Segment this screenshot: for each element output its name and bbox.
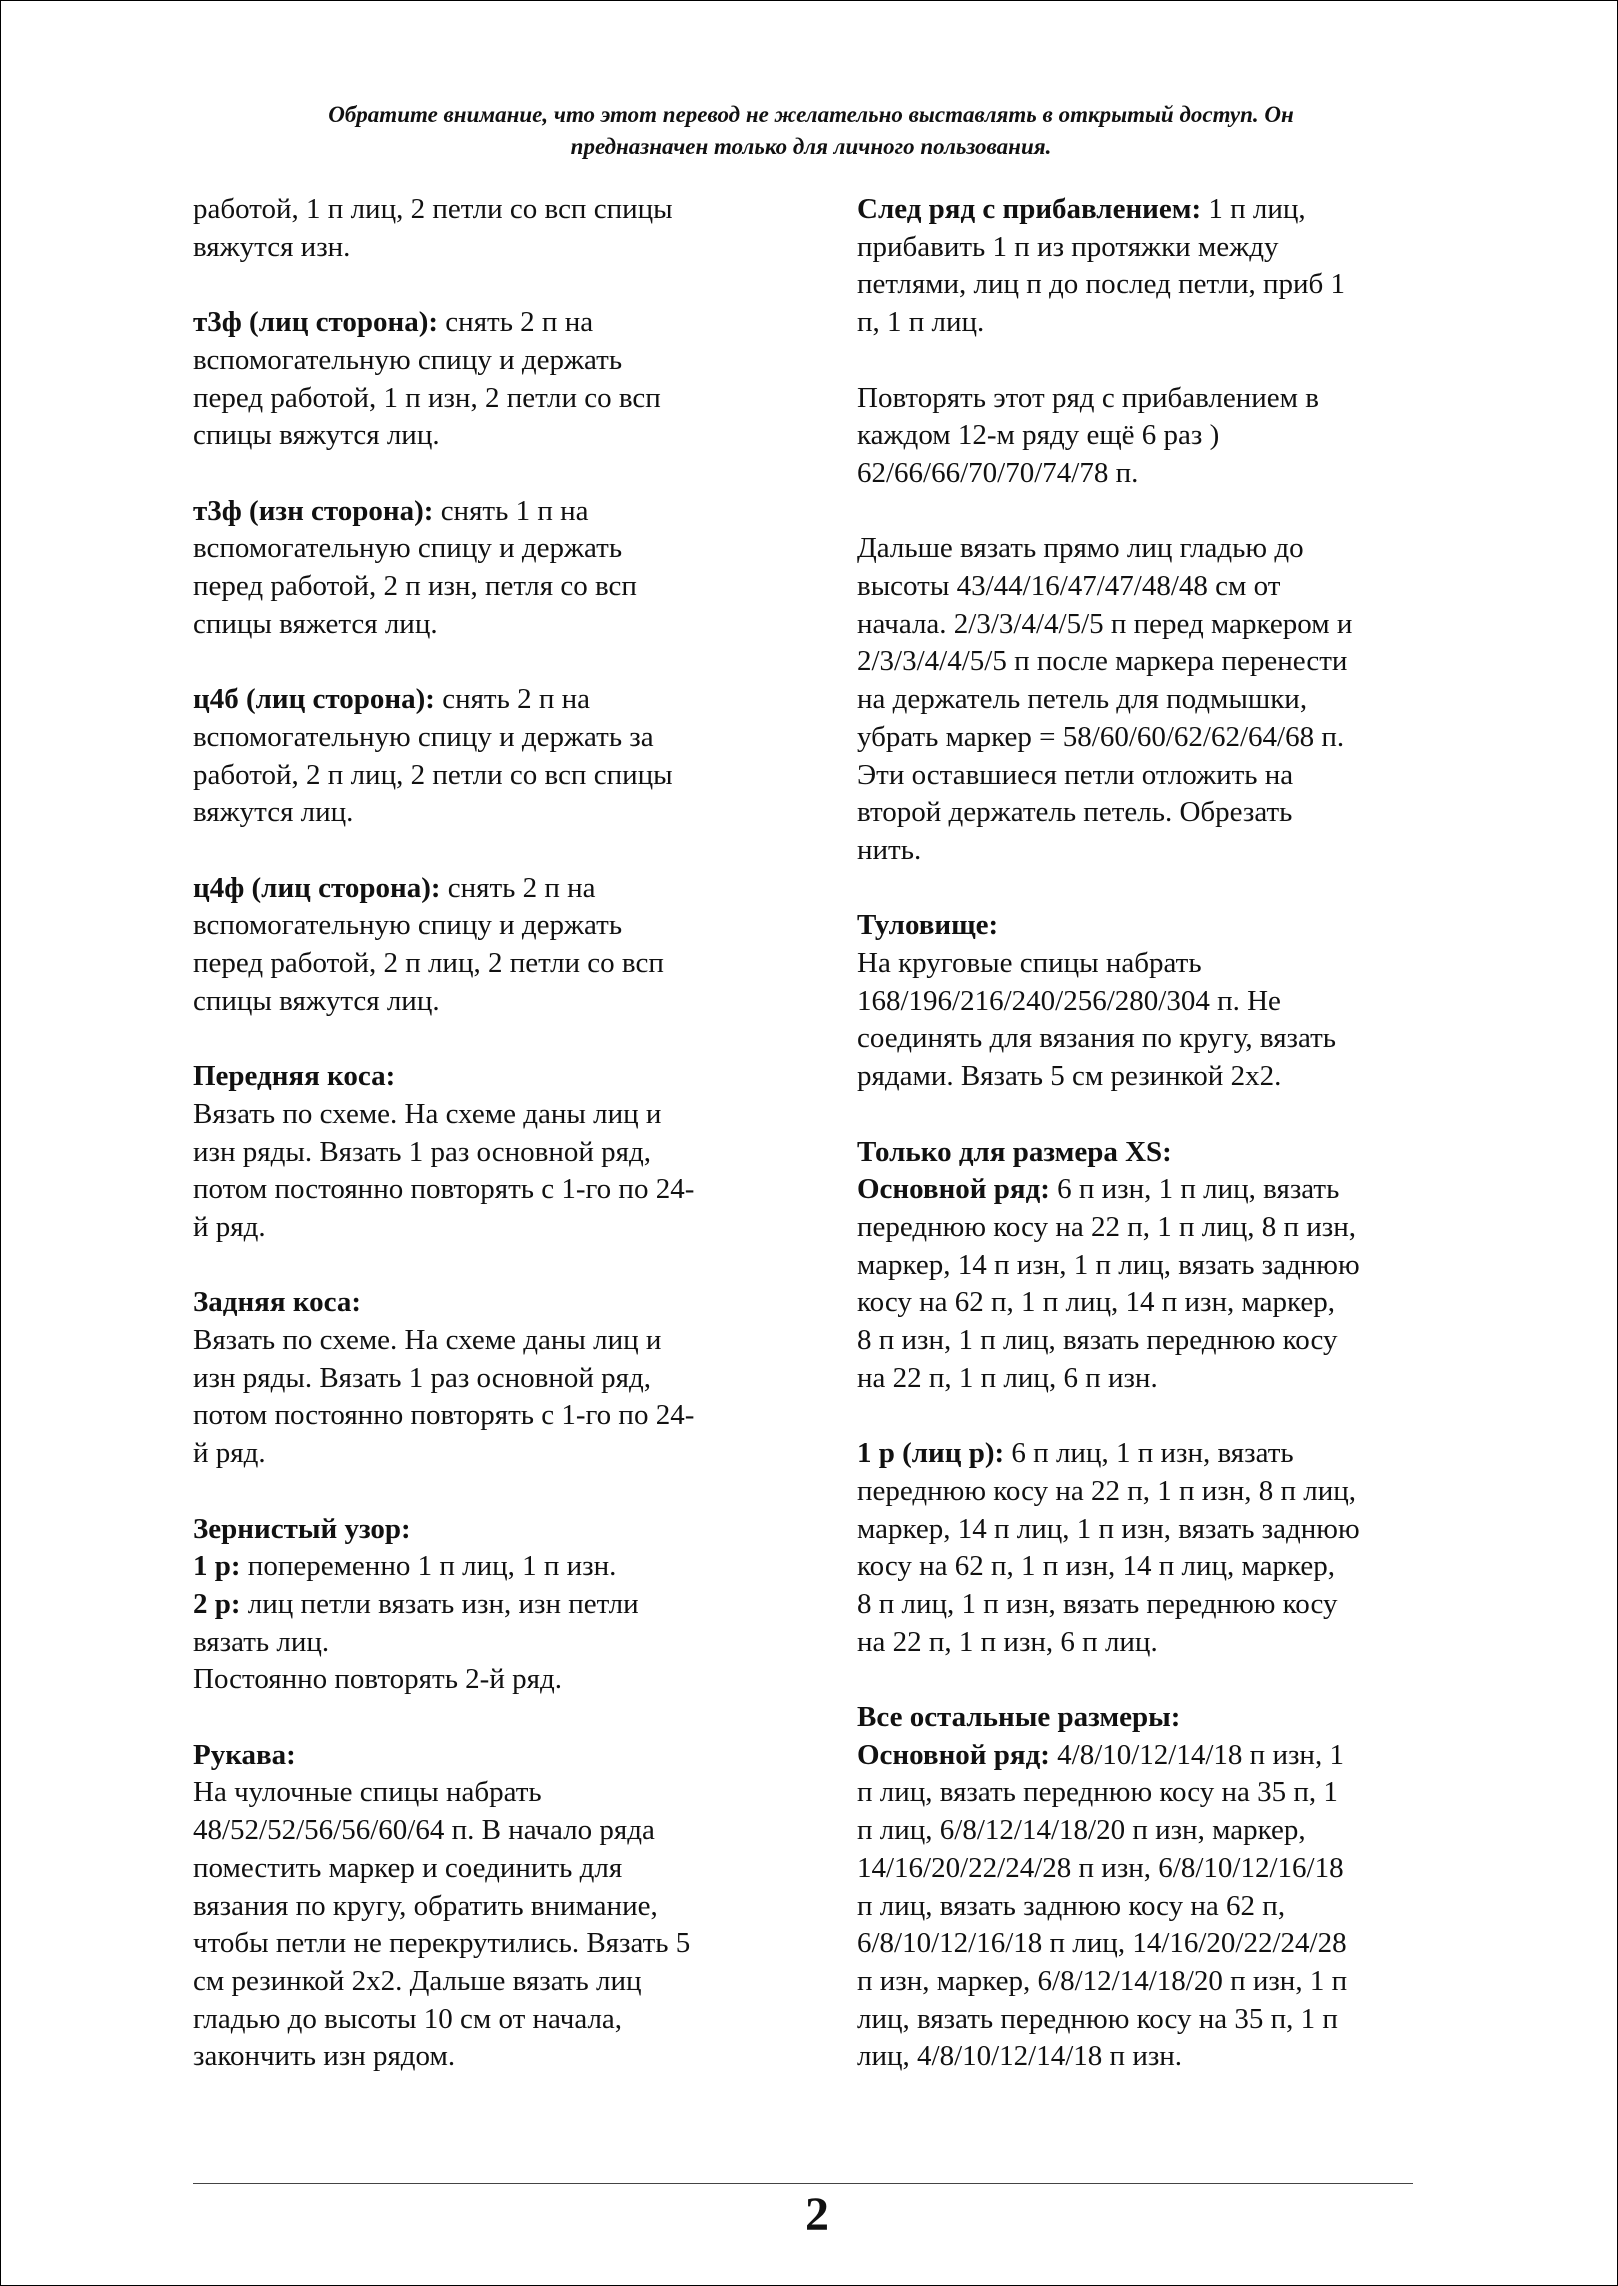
term-label: т3ф (изн сторона): bbox=[193, 494, 434, 527]
paragraph-repeat-increase: Повторять этот ряд с прибавлением в каждом 12-м ряду ещё 6 раз ) 62/66/66/70/70/74/78 п. bbox=[857, 381, 1319, 489]
paragraph-c4b: ц4б (лиц сторона): снять 2 п на вспомогательную спицу и держать за работой, 2 п лиц, 2 петли со всп спицы вяжутся лиц. bbox=[193, 683, 673, 829]
section-front-cable: Передняя коса: Вязать по схеме. На схеме даны лиц и изн ряды. Вязать 1 раз основной ряд, потом постоянно повторять с 1-го по 24- й ряд. bbox=[193, 1060, 695, 1243]
term-label: ц4ф (лиц сторона): bbox=[193, 871, 441, 904]
privacy-notice: Обратите внимание, что этот перевод не желательно выставлять в открытый доступ. Он предназначен только для личного пользования. bbox=[328, 102, 1294, 159]
term-label: т3ф (лиц сторона): bbox=[193, 306, 439, 339]
row-label: 1 р (лиц р): bbox=[857, 1437, 1005, 1470]
term-label: След ряд с прибавлением: bbox=[857, 193, 1202, 225]
row-label: 1 р: bbox=[193, 1550, 241, 1583]
footer-divider bbox=[193, 2183, 1413, 2184]
row-label: Основной ряд: bbox=[857, 1173, 1050, 1206]
section-size-xs: Только для размера XS: Основной ряд: 6 п изн, 1 п лиц, вязать переднюю косу на 22 п, 1 п лиц, 8 п изн, маркер, 14 п изн, 1 п лиц, вязать заднюю косу на 62 п, 1 п лиц, 14 п изн, маркер, 8 п изн, 1 п лиц, вязать переднюю косу на 22 п, 1 п лиц, 6 п изн. bbox=[857, 1135, 1360, 1394]
section-body: Туловище: На круговые спицы набрать 168/196/216/240/256/280/304 п. Не соединять для вязания по кругу, вязать рядами. Вязать 5 см резинкой 2х2. bbox=[857, 909, 1337, 1093]
paragraph-row-1: 1 р (лиц р): 6 п лиц, 1 п изн, вязать переднюю косу на 22 п, 1 п изн, 8 п лиц, маркер, 14 п лиц, 1 п изн, вязать заднюю косу на 62 п, 1 п изн, 14 п лиц, маркер, 8 п лиц, 1 п изн, вязать переднюю косу на 22 п, 1 п изн, 6 п лиц. bbox=[857, 1437, 1360, 1658]
section-heading: Зернистый узор: bbox=[193, 1512, 411, 1545]
section-back-cable: Задняя коса: Вязать по схеме. На схеме даны лиц и изн ряды. Вязать 1 раз основной ряд, потом постоянно повторять с 1-го по 24- й ряд. bbox=[193, 1286, 695, 1470]
right-column bbox=[857, 191, 1457, 2076]
paragraph-increase-row: След ряд с прибавлением: 1 п лиц, прибавить 1 п из протяжки между петлями, лиц п до послед петли, приб 1 п, 1 п лиц. bbox=[857, 193, 1346, 339]
section-heading: Передняя коса: bbox=[193, 1060, 396, 1093]
row-label: Основной ряд: bbox=[857, 1738, 1050, 1771]
section-seed-stitch: Зернистый узор: 1 р: попеременно 1 п лиц, 1 п изн. 2 р: лиц петли вязать изн, изн петли вязать лиц. Постоянно повторять 2-й ряд. bbox=[193, 1512, 639, 1696]
section-sleeves: Рукава: На чулочные спицы набрать 48/52/52/56/56/60/64 п. В начало ряда поместить маркер и соединить для вязания по кругу, обратить внимание, чтобы петли не перекрутились. Вязать 5 см резинкой 2х2. Дальше вязать лиц гладью до высоты 10 см от начала, закончить изн рядом. bbox=[193, 1738, 691, 2073]
paragraph-t3f-front: т3ф (лиц сторона): снять 2 п на вспомогательную спицу и держать перед работой, 1 п изн, 2 петли со всп спицы вяжутся лиц. bbox=[193, 306, 661, 452]
row-label: 2 р: bbox=[193, 1587, 241, 1620]
section-other-sizes: Все остальные размеры: Основной ряд: 4/8/10/12/14/18 п изн, 1 п лиц, вязать переднюю косу на 35 п, 1 п лиц, 6/8/12/14/18/20 п изн, маркер, 14/16/20/22/24/28 п изн, 6/8/10/12/16/18 п лиц, вязать заднюю косу на 62 п, 6/8/10/12/16/18 п лиц, 14/16/20/22/24/28 п изн, маркер, 6/8/12/14/18/20 п изн, 1 п лиц, вязать переднюю косу на 35 п, 1 п лиц, 4/8/10/12/14/18 п изн. bbox=[857, 1701, 1348, 2073]
paragraph-continue-straight: Дальше вязать прямо лиц гладью до высоты 43/44/16/47/47/48/48 см от начала. 2/3/3/4/4/5/5 п перед маркером и 2/3/3/4/4/5/5 п после маркера перенести на держатель петель для подмышки, убрать маркер = 58/60/60/62/62/64/68 п. Эти оставшиеся петли отложить на второй держатель петель. Обрезать нить. bbox=[857, 532, 1353, 866]
section-heading: Задняя коса: bbox=[193, 1286, 362, 1319]
page-number: 2 bbox=[805, 2188, 829, 2241]
paragraph-t3f-back: т3ф (изн сторона): снять 1 п на вспомогательную спицу и держать перед работой, 2 п изн, петля со всп спицы вяжется лиц. bbox=[193, 494, 637, 640]
section-heading: Туловище: bbox=[857, 909, 999, 942]
section-heading: Рукава: bbox=[193, 1738, 296, 1771]
paragraph-continuation: работой, 1 п лиц, 2 петли со всп спицы вяжутся изн. bbox=[193, 193, 673, 263]
paragraph-c4f: ц4ф (лиц сторона): снять 2 п на вспомогательную спицу и держать перед работой, 2 п лиц, 2 петли со всп спицы вяжутся лиц. bbox=[193, 871, 664, 1017]
section-heading: Только для размера XS: bbox=[857, 1135, 1172, 1168]
section-heading: Все остальные размеры: bbox=[857, 1701, 1181, 1734]
term-label: ц4б (лиц сторона): bbox=[193, 683, 435, 716]
left-column bbox=[193, 191, 783, 2076]
